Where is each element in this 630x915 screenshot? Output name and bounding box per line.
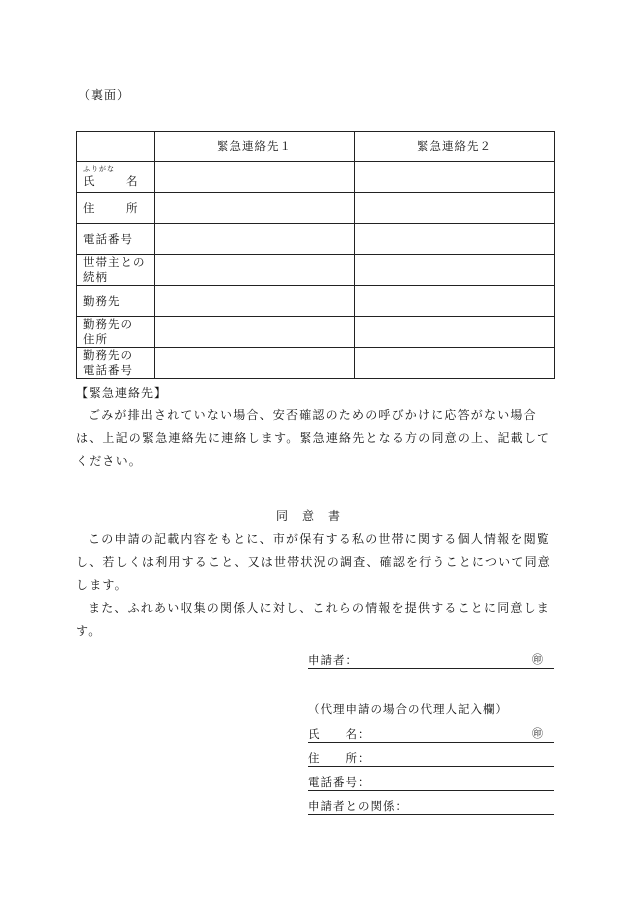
relation-label-line-1: 世帯主との	[83, 255, 146, 269]
contact-2-name-cell[interactable]	[355, 162, 555, 193]
contact-1-address-cell[interactable]	[155, 193, 355, 224]
proxy-address-label: 住 所：	[308, 751, 371, 765]
table-row-workplace-address	[77, 317, 555, 348]
proxy-relation-line[interactable]	[308, 798, 554, 815]
relation-label-line-2: 続柄	[83, 270, 108, 284]
proxy-phone-label: 電話番号：	[308, 775, 371, 789]
seal-icon: ㊞	[532, 653, 544, 666]
applicant-signature-line[interactable]	[308, 652, 554, 669]
row-label-workplace-phone	[77, 348, 155, 379]
contact-2-phone-cell[interactable]	[355, 224, 555, 255]
applicant-label: 申請者：	[308, 653, 358, 667]
table-row-workplace-phone	[77, 348, 555, 379]
consent-title: 同意書	[275, 509, 354, 523]
table-row-relation	[77, 255, 555, 286]
proxy-name-label: 氏 名：	[308, 727, 371, 741]
table-corner-cell	[77, 132, 155, 162]
proxy-phone-line[interactable]	[308, 774, 554, 791]
proxy-relation-label: 申請者との関係：	[308, 799, 408, 813]
emergency-contact-notice-title: 【緊急連絡先】	[76, 386, 168, 400]
emergency-contact-notice-body: ごみが排出されていない場合、安否確認のための呼びかけに応答がない場合は、上記の緊急連絡先に連絡します。緊急連絡先となる方の同意の上、記載してください。	[76, 408, 551, 468]
emergency-contact-table	[76, 131, 555, 379]
row-label-workplace-address	[77, 317, 155, 348]
column-header-contact-2: 緊急連絡先２	[355, 132, 555, 162]
table-row-workplace	[77, 286, 555, 317]
page-side-label: （裏面）	[78, 88, 131, 102]
proxy-address-line[interactable]	[308, 750, 554, 767]
proxy-seal-icon: ㊞	[532, 727, 544, 740]
row-label-phone: 電話番号	[77, 224, 155, 255]
workplace-address-label-line-2: 住所	[83, 332, 108, 346]
row-label-address	[77, 193, 155, 224]
contact-1-workplace-phone-cell[interactable]	[155, 348, 355, 379]
contact-2-workplace-cell[interactable]	[355, 286, 555, 317]
contact-2-workplace-address-cell[interactable]	[355, 317, 555, 348]
column-header-contact-1: 緊急連絡先１	[155, 132, 355, 162]
consent-paragraph-2: また、ふれあい収集の関係人に対し、これらの情報を提供することに同意します。	[76, 601, 551, 638]
proxy-section-heading: （代理申請の場合の代理人記入欄）	[308, 702, 508, 716]
furigana-label: ふりがな	[83, 165, 115, 173]
workplace-phone-label-line-2: 電話番号	[83, 363, 133, 377]
proxy-name-line[interactable]	[308, 726, 554, 743]
contact-1-relation-cell[interactable]	[155, 255, 355, 286]
contact-1-phone-cell[interactable]	[155, 224, 355, 255]
workplace-phone-label-line-1: 勤務先の	[83, 348, 133, 362]
contact-1-name-cell[interactable]	[155, 162, 355, 193]
contact-2-relation-cell[interactable]	[355, 255, 555, 286]
table-row-address	[77, 193, 555, 224]
contact-2-workplace-phone-cell[interactable]	[355, 348, 555, 379]
row-label-name	[77, 162, 155, 193]
row-label-relation	[77, 255, 155, 286]
table-row-name	[77, 162, 555, 193]
contact-1-workplace-cell[interactable]	[155, 286, 355, 317]
consent-paragraph-1: この申請の記載内容をもとに、市が保有する私の世帯に関する個人情報を閲覧し、若しくは利用すること、又は世帯状況の調査、確認を行うことについて同意します。	[76, 532, 551, 592]
address-label: 住 所	[83, 200, 148, 215]
table-header-row	[77, 132, 555, 162]
row-label-workplace: 勤務先	[77, 286, 155, 317]
contact-1-workplace-address-cell[interactable]	[155, 317, 355, 348]
table-row-phone	[77, 224, 555, 255]
workplace-address-label-line-1: 勤務先の	[83, 317, 133, 331]
contact-2-address-cell[interactable]	[355, 193, 555, 224]
name-label: 氏 名	[83, 174, 148, 188]
